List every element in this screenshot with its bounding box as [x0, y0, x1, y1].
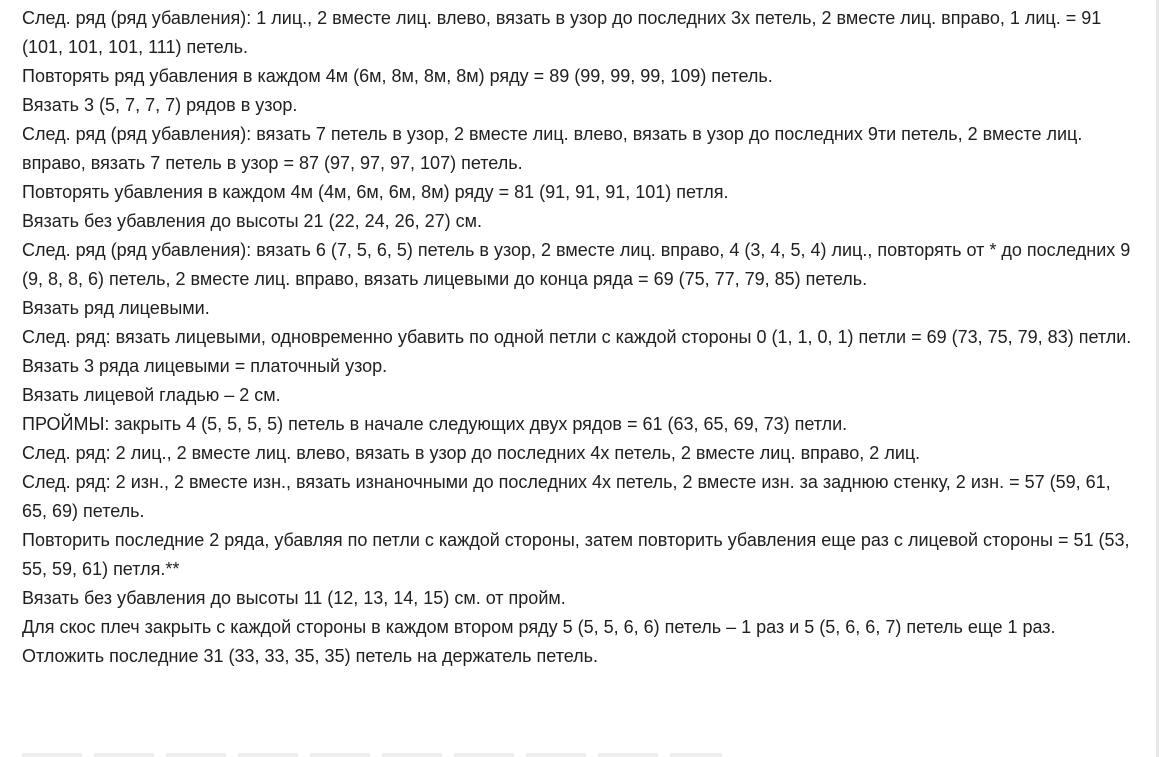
instruction-paragraph: Вязать лицевой гладью – 2 см.	[22, 385, 281, 405]
shoulder-instruction-paragraph: Для скос плеч закрыть с каждой стороны в каждом втором ряду 5 (5, 5, 6, 6) петель – 1 раз и 5 (5, 6, 6, 7) петель еще 1 раз.	[22, 617, 1056, 637]
instruction-paragraph: Вязать 3 ряда лицевыми = платочный узор.	[22, 356, 388, 376]
instruction-paragraph: След. ряд (ряд убавления): вязать 6 (7, 5, 6, 5) петель в узор, 2 вместе лиц. вправо, 4 (3, 4, 5, 4) лиц., повторять от * до последних 9 (9, 8, 8, 6) петель, 2 вместе лиц. вправо, вязать лицевыми до конца ряда = 69 (75, 77, 79, 85) петель.	[22, 240, 1131, 289]
instruction-paragraph: Вязать ряд лицевыми.	[22, 298, 210, 318]
instruction-paragraph: Повторить последние 2 ряда, убавляя по петли с каждой стороны, затем повторить убавления еще раз с лицевой стороны = 51 (53, 55, 59, 61) петля.**	[22, 530, 1130, 579]
instruction-paragraph: Вязать без убавления до высоты 11 (12, 13, 14, 15) см. от пройм.	[22, 588, 566, 608]
cut-off-next-line	[22, 753, 722, 757]
instruction-paragraph: Отложить последние 31 (33, 33, 35, 35) петель на держатель петель.	[22, 646, 599, 666]
instruction-paragraph: След. ряд (ряд убавления): вязать 7 петель в узор, 2 вместе лиц. влево, вязать в узор до последних 9ти петель, 2 вместе лиц. вправо, вязать 7 петель в узор = 87 (97, 97, 97, 107) петель.	[22, 124, 1083, 173]
instruction-paragraph: След. ряд: 2 лиц., 2 вместе лиц. влево, вязать в узор до последних 4х петель, 2 вместе лиц. вправо, 2 лиц.	[22, 443, 921, 463]
instruction-paragraph: Вязать без убавления до высоты 21 (22, 24, 26, 27) см.	[22, 211, 483, 231]
armhole-instruction-paragraph: ПРОЙМЫ: закрыть 4 (5, 5, 5, 5) петель в начале следующих двух рядов = 61 (63, 65, 69, 73) петли.	[22, 414, 848, 434]
instruction-paragraph: След. ряд (ряд убавления): 1 лиц., 2 вместе лиц. влево, вязать в узор до последних 3х петель, 2 вместе лиц. вправо, 1 лиц. = 91 (101, 101, 101, 111) петель.	[22, 8, 1102, 57]
instruction-paragraph: Вязать 3 (5, 7, 7, 7) рядов в узор.	[22, 95, 298, 115]
instruction-paragraph: След. ряд: 2 изн., 2 вместе изн., вязать изнаночными до последних 4х петель, 2 вместе изн. за заднюю стенку, 2 изн. = 57 (59, 61, 65, 69) петель.	[22, 472, 1111, 521]
instruction-paragraph: Повторять ряд убавления в каждом 4м (6м, 8м, 8м, 8м) ряду = 89 (99, 99, 99, 109) петель.	[22, 66, 773, 86]
instruction-paragraph: След. ряд: вязать лицевыми, одновременно убавить по одной петли с каждой стороны 0 (1, 1, 0, 1) петли = 69 (73, 75, 79, 83) петли.	[22, 327, 1132, 347]
instruction-paragraph: Повторять убавления в каждом 4м (4м, 6м, 6м, 8м) ряду = 81 (91, 91, 91, 101) петля.	[22, 182, 729, 202]
